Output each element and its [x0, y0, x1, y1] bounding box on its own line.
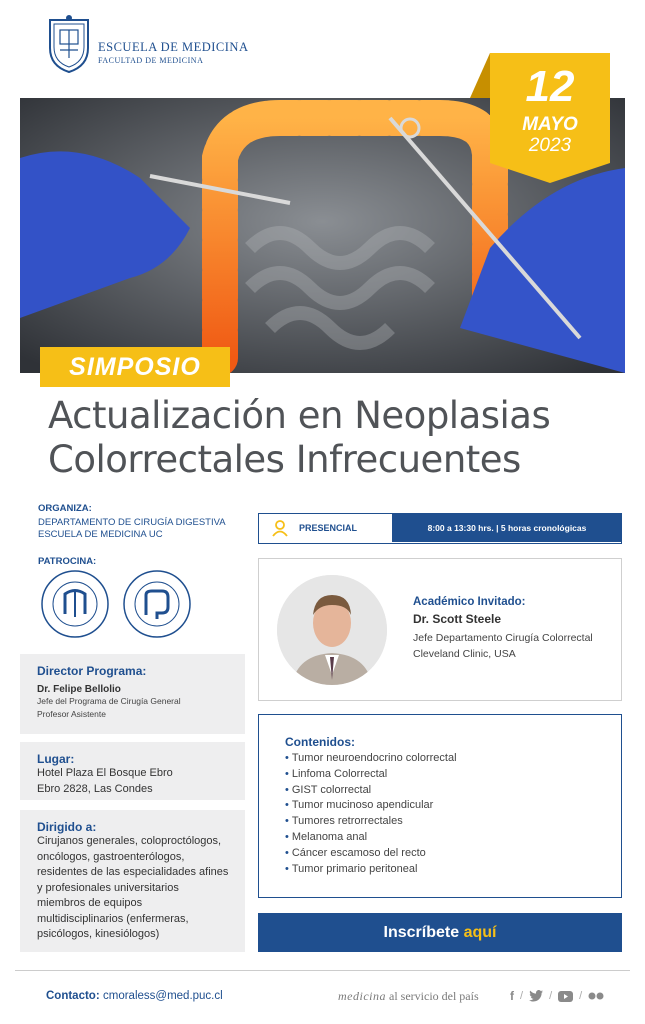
contact-email-link[interactable]: cmoraless@med.puc.cl	[103, 990, 223, 1002]
contents-title: Contenidos:	[285, 735, 355, 749]
organiza-school: ESCUELA DE MEDICINA UC	[38, 529, 163, 540]
director-role-2: Profesor Asistente	[37, 709, 106, 719]
patrocina-label: PATROCINA:	[38, 556, 97, 567]
dirigido-line: psicólogos, kinesiólogos)	[37, 928, 160, 940]
date-month: MAYO	[522, 114, 578, 135]
guest-label: Académico Invitado:	[413, 596, 526, 608]
uc-crest-logo	[46, 14, 92, 74]
separator: /	[549, 990, 553, 1002]
lugar-line-2: Ebro 2828, Las Condes	[37, 782, 153, 795]
dirigido-line: y profesionales universitarios	[37, 881, 179, 894]
guest-photo	[277, 575, 387, 685]
dirigido-line: Cirujanos generales, coloproctólogos,	[37, 835, 222, 847]
dirigido-box	[20, 810, 245, 952]
separator: /	[520, 990, 524, 1002]
date-badge	[490, 53, 610, 163]
sociedad-cirujanos-logo	[40, 569, 110, 639]
list-item: • Cáncer escamoso del recto	[285, 846, 621, 862]
school-name: ESCUELA DE MEDICINA	[98, 40, 249, 54]
person-icon	[271, 519, 289, 537]
guest-role	[413, 630, 618, 662]
title-line-1: Actualización en Neoplasias	[48, 394, 551, 437]
twitter-icon[interactable]	[529, 990, 543, 1002]
dirigido-line: multidisciplinarios (enfermeras,	[37, 912, 189, 925]
organiza-section	[38, 503, 248, 541]
register-button[interactable]	[258, 913, 622, 952]
title-line-2: Colorrectales Infrecuentes	[48, 438, 521, 481]
date-year: 2023	[528, 135, 572, 156]
lugar-title: Lugar:	[37, 752, 75, 766]
faculty-name: FACULTAD DE MEDICINA	[98, 56, 204, 65]
register-label: Inscríbete	[383, 924, 460, 941]
director-name: Dr. Felipe Bellolio	[37, 684, 121, 695]
organiza-label: ORGANIZA:	[38, 503, 92, 514]
list-item: • Tumor mucinoso apendicular	[285, 798, 621, 814]
slogan	[338, 989, 479, 1004]
director-box	[20, 654, 245, 734]
social-links	[510, 986, 604, 1006]
list-item: • GIST colorrectal	[285, 783, 621, 799]
guest-name: Dr. Scott Steele	[413, 612, 502, 626]
event-type-badge: SIMPOSIO	[40, 347, 230, 387]
modality-bar	[258, 513, 622, 544]
list-item: • Tumor primario peritoneal	[285, 862, 621, 878]
lugar-box	[20, 742, 245, 800]
slogan-italic: medicina	[338, 989, 386, 1003]
slogan-rest: al servicio del país	[389, 989, 479, 1003]
flickr-icon[interactable]	[588, 992, 604, 1000]
schedule-info: 8:00 a 13:30 hrs. | 5 horas cronológicas	[392, 514, 622, 542]
guest-role-line-2: Cleveland Clinic, USA	[413, 648, 516, 660]
list-item: • Linfoma Colorrectal	[285, 767, 621, 783]
organiza-dept: DEPARTAMENTO DE CIRUGÍA DIGESTIVA	[38, 517, 226, 528]
register-highlight: aquí	[463, 924, 497, 941]
director-title: Director Programa:	[37, 664, 147, 678]
contact-label: Contacto:	[46, 990, 100, 1002]
patrocina-section	[38, 556, 248, 567]
event-title	[48, 394, 628, 482]
lugar-line-1: Hotel Plaza El Bosque Ebro	[37, 767, 173, 779]
youtube-icon[interactable]	[558, 991, 573, 1002]
list-item: • Tumor neuroendocrino colorrectal	[285, 751, 621, 767]
list-item: • Melanoma anal	[285, 830, 621, 846]
dirigido-line: miembros de equipos	[37, 897, 143, 909]
dirigido-line: residentes de las especialidades afines	[37, 866, 229, 878]
facebook-icon[interactable]: f	[510, 989, 514, 1003]
guest-role-line-1: Jefe Departamento Cirugía Colorrectal	[413, 632, 593, 644]
guest-card	[258, 558, 622, 701]
contents-list	[285, 751, 621, 877]
list-item: • Tumores retrorrectales	[285, 814, 621, 830]
modality-label: PRESENCIAL	[299, 523, 358, 533]
footer-divider	[15, 970, 630, 971]
director-role-1: Jefe del Programa de Cirugía General	[37, 696, 181, 706]
date-badge-fold	[470, 53, 490, 98]
separator: /	[579, 990, 583, 1002]
dirigido-line: oncólogos, gastroenterólogos,	[37, 850, 185, 863]
contents-box	[258, 714, 622, 898]
date-day: 12	[525, 62, 575, 111]
dirigido-title: Dirigido a:	[37, 820, 97, 834]
sociedad-coloproctologia-logo	[122, 569, 192, 639]
